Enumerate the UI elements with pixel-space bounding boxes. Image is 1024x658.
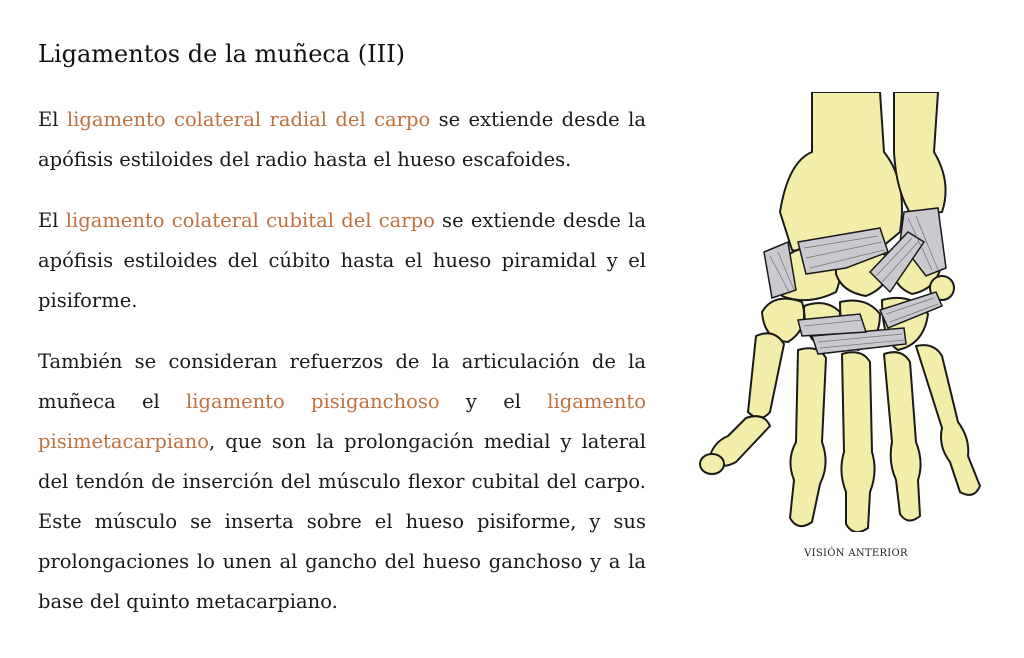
paragraph-radial-ligament (38, 100, 646, 180)
ring-finger (884, 352, 921, 520)
text-run: se extiende desde la apófisis estiloides del cúbito hasta el hueso piramidal y el pisiforme. (38, 209, 647, 312)
index-finger (790, 348, 826, 526)
text-column (38, 100, 646, 643)
little-finger (916, 345, 980, 495)
radius-bone (780, 92, 902, 256)
text-run: También se consideran refuerzos de la articulación de la muñeca el (38, 350, 646, 413)
text-run: y el (439, 390, 548, 413)
text-run: se extiende desde la apófisis estiloides del radio hasta el hueso escafoides. (38, 108, 646, 171)
thumb-metacarpal (748, 333, 784, 418)
figure-caption: VISIÓN ANTERIOR (804, 548, 908, 559)
term-pisohamate-ligament: ligamento pisiganchoso (186, 390, 440, 413)
text-run: , que son la prolongación medial y lateral del tendón de inserción del músculo flexor cubital del carpo. Este músculo se inserta sobre el hueso pisiforme, y sus prolongaciones lo unen al gancho del hueso ganchoso y a la base del quinto metacarpiano. (38, 430, 646, 613)
middle-finger (841, 352, 874, 532)
wrist-anterior-illustration (680, 92, 1010, 532)
term-pisometacarpal-ligament: ligamento pisimetacarpiano (38, 390, 646, 453)
text-run: El (38, 209, 66, 232)
text-run: El (38, 108, 67, 131)
thumb-tip (700, 454, 724, 474)
paragraph-pisiform-ligaments (38, 342, 646, 622)
term-ulnar-collateral-ligament: ligamento colateral cubital del carpo (65, 209, 435, 232)
page-title: Ligamentos de la muñeca (III) (38, 40, 405, 68)
paragraph-ulnar-ligament (38, 201, 646, 321)
ulna-bone (894, 92, 946, 216)
term-radial-collateral-ligament: ligamento colateral radial del carpo (66, 108, 431, 131)
